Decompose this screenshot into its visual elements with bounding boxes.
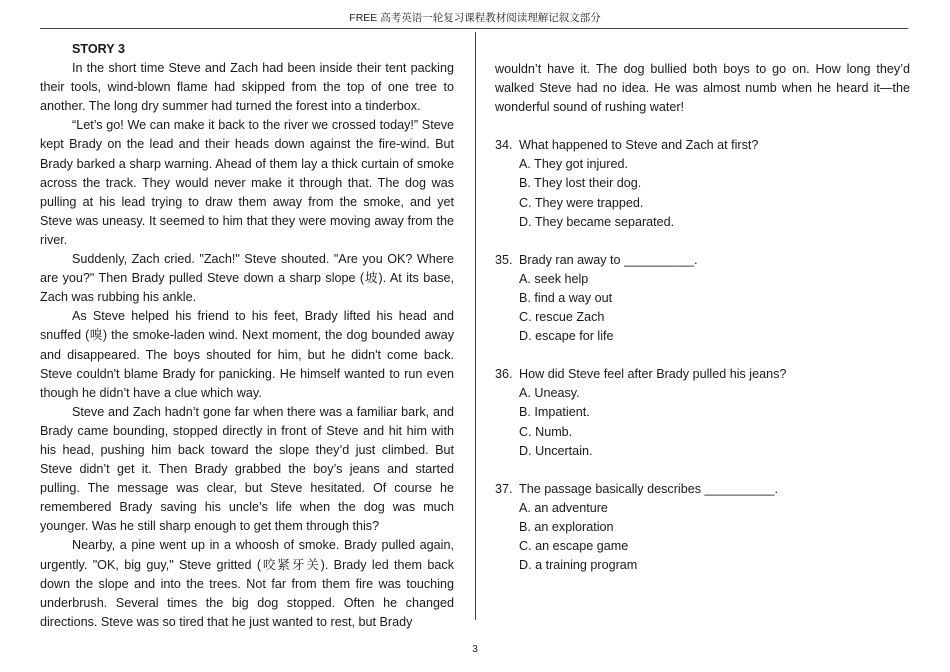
question-stem: The passage basically describes __________.	[519, 481, 779, 496]
questions-column	[495, 60, 910, 594]
question-number: 37.	[495, 481, 513, 496]
option-a: A. Uneasy.	[519, 386, 580, 401]
story-title: STORY 3	[72, 42, 125, 56]
option-c: C. They were trapped.	[519, 195, 644, 210]
story-paragraph: In the short time Steve and Zach had been inside their tent packing their tools, wind-blown flame had skipped from the top of one tree to another. The long dry summer had turned the forest into a tinderbox.	[40, 61, 454, 114]
question-35	[495, 251, 910, 346]
question-36	[495, 365, 910, 460]
option-d: D. Uncertain.	[519, 443, 593, 458]
story-column	[40, 40, 454, 632]
option-a: A. They got injured.	[519, 157, 628, 172]
option-b: B. find a way out	[519, 290, 613, 305]
option-c: C. an escape game	[519, 538, 629, 553]
story-paragraph: Nearby, a pine went up in a whoosh of smoke. Brady pulled again, urgently. "OK, big guy," Steve gritted (咬紧牙关). Brady led them back down the slope and into the trees. Not far from them fire was touching underbrush. Several times the big dog stopped. Often he changed directions. Steve was so tired that he just wanted to rest, but Brady	[40, 538, 454, 629]
option-d: D. a training program	[519, 558, 638, 573]
question-34	[495, 136, 910, 231]
story-paragraph: Steve and Zach hadn’t gone far when there was a familiar bark, and Brady came bounding, stopped directly in front of Steve and hit him with his head, pushing him back toward the slope they’d just climbed. But Steve didn’t get it. Then Brady grabbed the boy’s jeans and started pulling. The message was clear, but Steve hesitated. Of course he remembered Brady saving his uncle’s life when the dog was much younger. Was he still sharp enough to get them through this?	[40, 404, 454, 534]
question-stem: How did Steve feel after Brady pulled his jeans?	[519, 367, 787, 382]
option-c: C. Numb.	[519, 424, 573, 439]
page-header: FREE 高考英语一轮复习课程教材阅读理解记叙文部分	[349, 12, 601, 24]
option-b: B. Impatient.	[519, 405, 590, 420]
story-paragraph: Suddenly, Zach cried. "Zach!" Steve shouted. "Are you OK? Where are you?" Then Brady pulled Steve down a sharp slope (坡). At its base, Zach was rubbing his ankle.	[40, 252, 454, 305]
option-b: B. They lost their dog.	[519, 176, 642, 191]
option-c: C. rescue Zach	[519, 310, 605, 325]
story-paragraph: “Let’s go! We can make it back to the river we crossed today!” Steve kept Brady on the lead and their heads down against the fire-wind. But Brady barked a sharp warning. Ahead of them lay a thick curtain of smoke across the track. They would never make it through that. The dog was pulling at his lead trying to draw them away from the smoke, and yet Steve was uneasy. It seemed to him that they were moving away from the river.	[40, 118, 454, 247]
question-number: 35.	[495, 252, 513, 267]
option-d: D. escape for life	[519, 329, 614, 344]
option-b: B. an exploration	[519, 519, 614, 534]
option-a: A. seek help	[519, 271, 589, 286]
question-37	[495, 480, 910, 575]
question-stem: Brady ran away to __________.	[519, 252, 698, 267]
question-number: 36.	[495, 367, 513, 382]
column-divider	[475, 32, 476, 620]
story-continuation: wouldn’t have it. The dog bullied both boys to go on. How long they’d walked Steve had no idea. He was almost numb when he heard it—the wonderful sound of rushing water!	[495, 62, 910, 115]
question-number: 34.	[495, 138, 513, 153]
story-paragraph: As Steve helped his friend to his feet, Brady lifted his head and snuffed (嗅) the smoke-laden wind. Next moment, the dog bounded away and disappeared. The boys shouted for him, but he didn't come back. Steve couldn't blame Brady for panicking. He himself wanted to run even though he didn’t have a clue which way.	[40, 309, 454, 400]
option-d: D. They became separated.	[519, 214, 675, 229]
option-a: A. an adventure	[519, 500, 608, 515]
header-rule	[40, 28, 908, 29]
page-number: 3	[472, 644, 478, 655]
question-stem: What happened to Steve and Zach at first?	[519, 138, 759, 153]
